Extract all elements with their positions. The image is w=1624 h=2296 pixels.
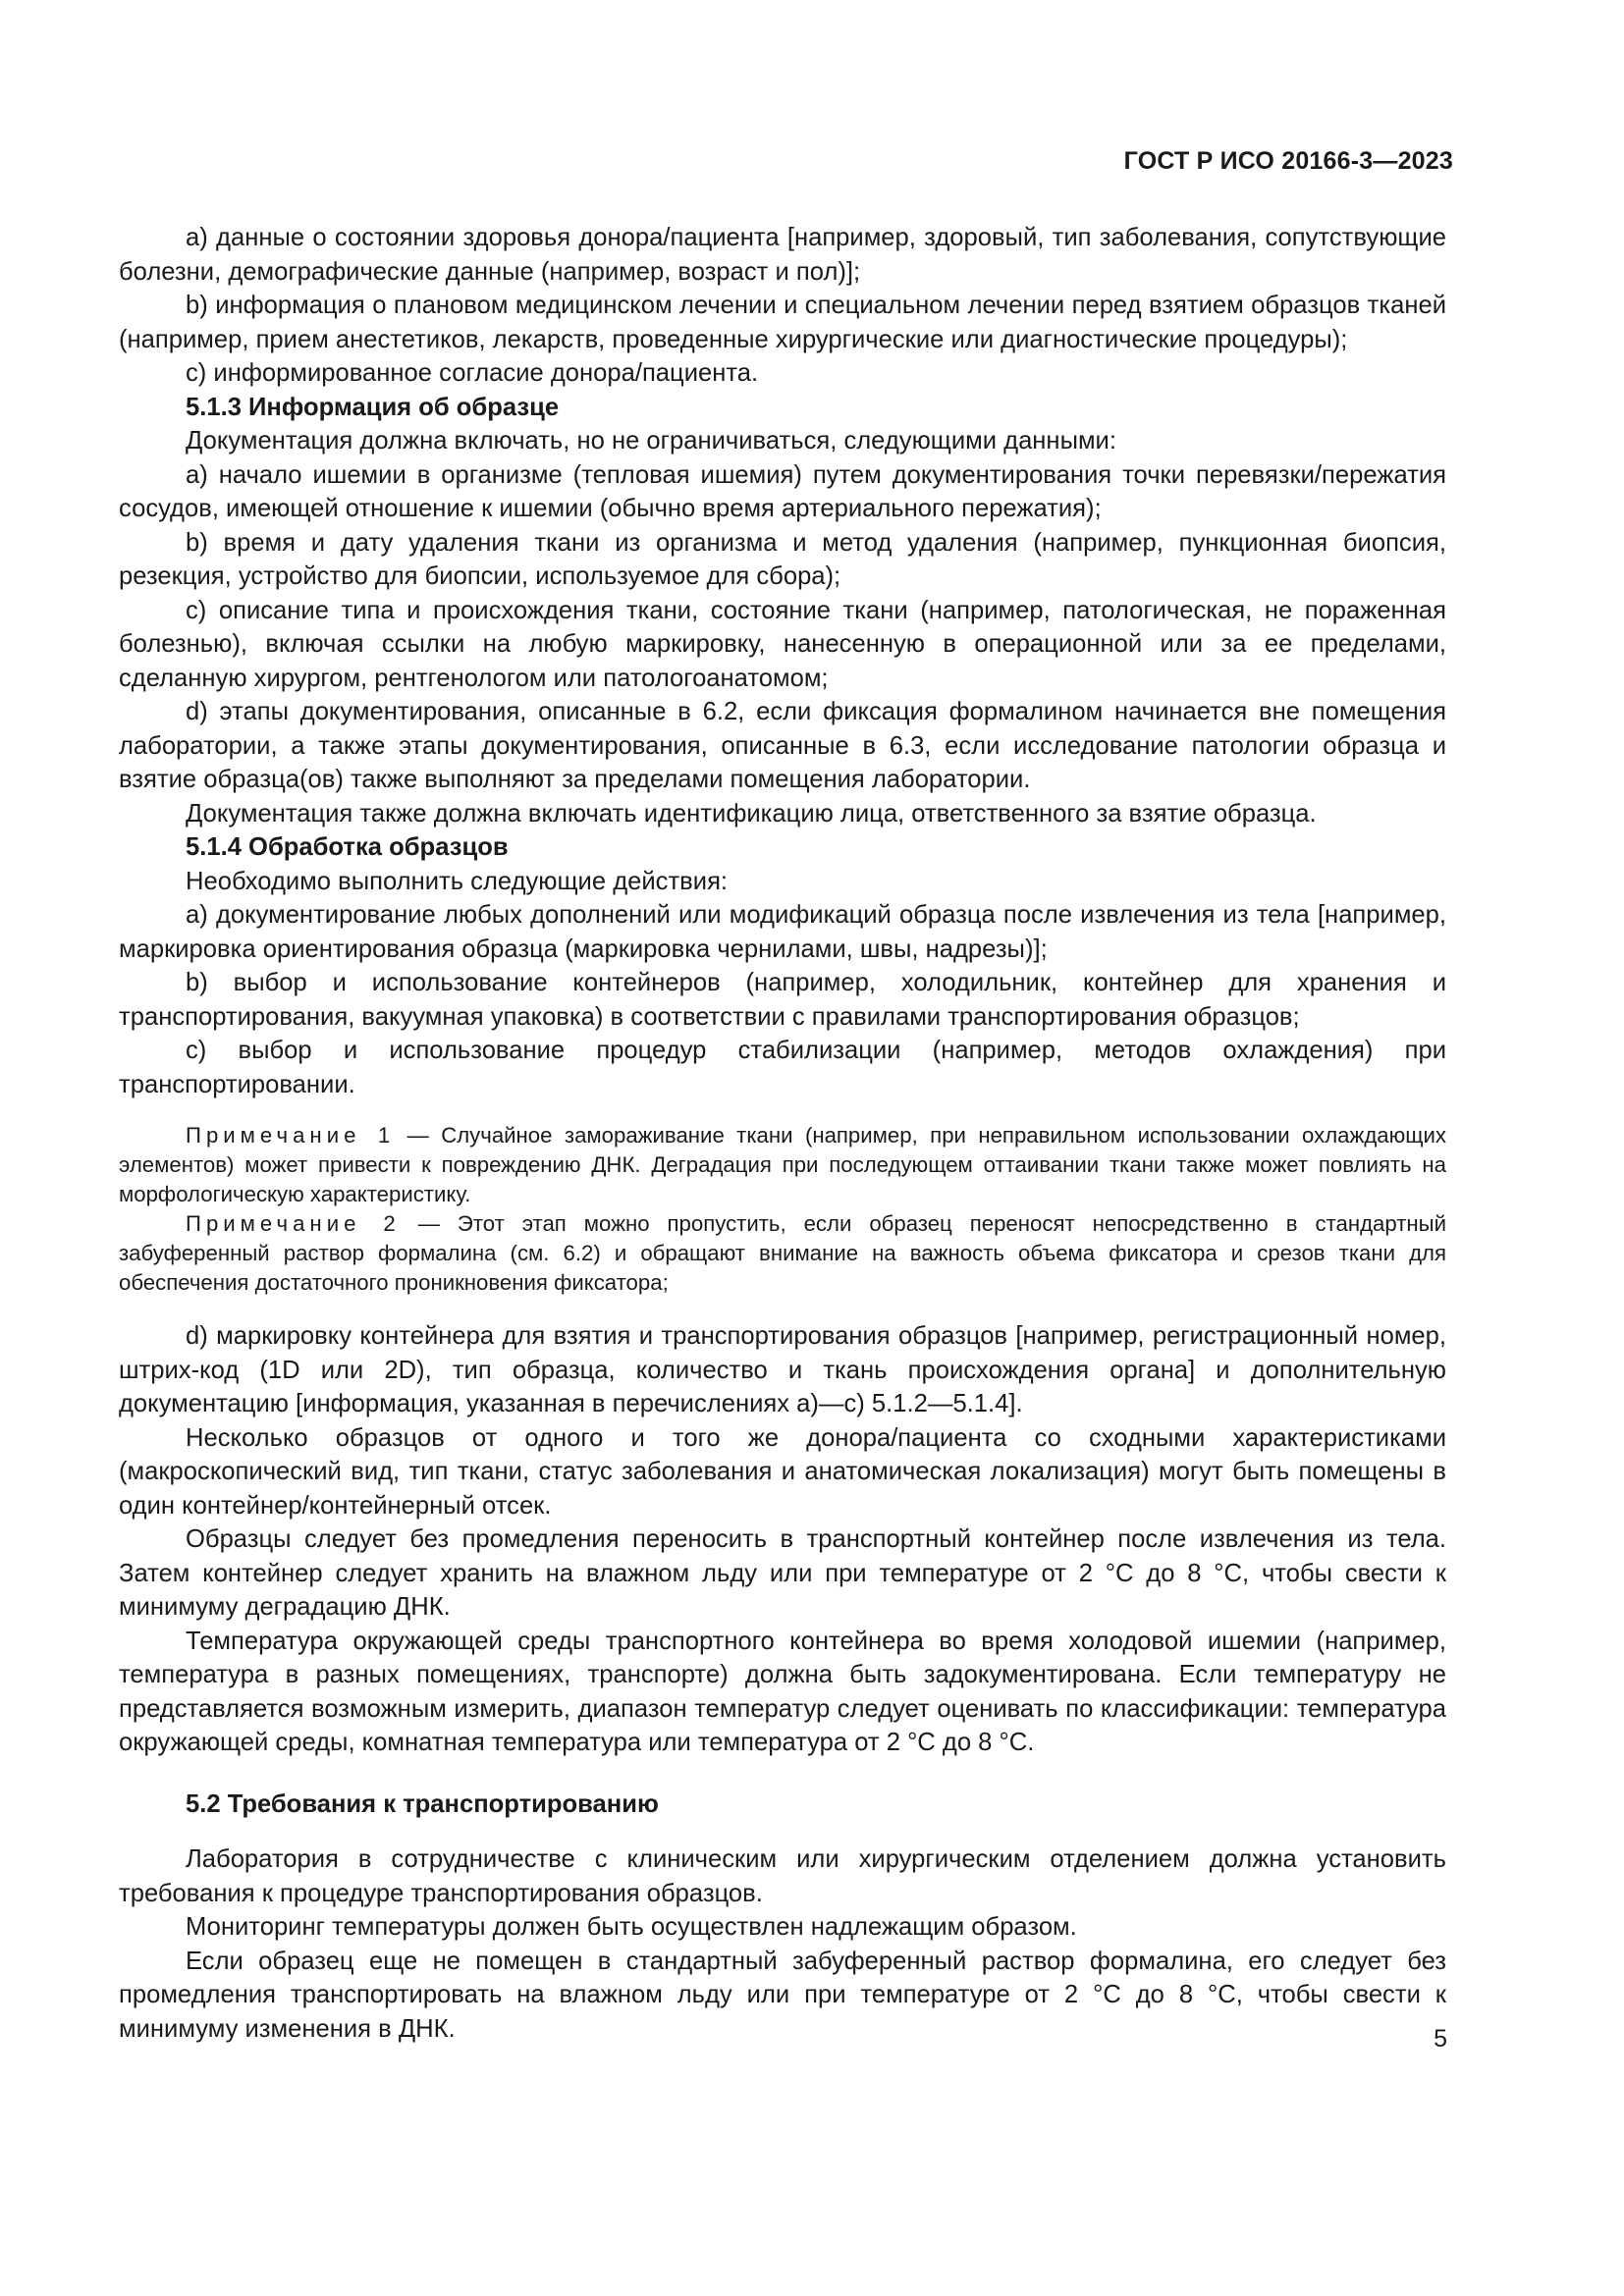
note-1 bbox=[119, 1121, 1446, 1209]
paragraph-treatment-info: b) информация о плановом медицинском лечении и специальном лечении перед взятием образцов тканей (например, прием анестетиков, лекарств, проведенные хирургические или диагностические процедуры); bbox=[119, 292, 1446, 353]
paragraph-containers: b) выбор и использование контейнеров (например, холодильник, контейнер для хранения и транспортирования, вакуумная упаковка) в соответствии с правилами транспортирования образцов; bbox=[119, 969, 1446, 1031]
paragraph-consent: c) информированное согласие донора/пациента. bbox=[186, 359, 759, 387]
note-1-label: Примечание 1 bbox=[186, 1123, 396, 1148]
paragraph-modifications: a) документирование любых дополнений или модификаций образца после извлечения из тела [например, маркировка ориентирования образца (маркировка чернилами, швы, надрезы)]; bbox=[119, 901, 1446, 963]
standard-code-header: ГОСТ Р ИСО 20166-3—2023 bbox=[1123, 147, 1453, 175]
paragraph-actions-intro: Необходимо выполнить следующие действия: bbox=[186, 867, 729, 895]
paragraph-responsible-person: Документация также должна включать идентификацию лица, ответственного за взятие образца. bbox=[186, 799, 1317, 828]
heading-5-2: 5.2 Требования к транспортированию bbox=[186, 1789, 659, 1818]
paragraph-documentation-intro: Документация должна включать, но не ограничиваться, следующими данными: bbox=[186, 427, 1116, 454]
note-2-label: Примечание 2 bbox=[186, 1211, 401, 1236]
page-number: 5 bbox=[1434, 2025, 1447, 2053]
document-body bbox=[119, 221, 1446, 2046]
heading-5-1-4: 5.1.4 Обработка образцов bbox=[186, 833, 509, 861]
paragraph-lab-cooperation: Лаборатория в сотрудничестве с клиническим или хирургическим отделением должна установить требования к процедуре транспортирования образцов. bbox=[119, 1845, 1446, 1907]
paragraph-transport-container: Образцы следует без промедления переносить в транспортный контейнер после извлечения из тела. Затем контейнер следует хранить на влажном льду или при температуре от 2 °С до 8 °С, чтобы свести к минимуму деградацию ДНК. bbox=[119, 1525, 1446, 1621]
paragraph-multiple-samples: Несколько образцов от одного и того же донора/пациента со сходными характеристиками (макроскопический вид, тип ткани, статус заболевания и анатомическая локализация) могут быть помещены в один контейнер/контейнерный отсек. bbox=[119, 1423, 1446, 1520]
paragraph-ischemia-start: a) начало ишемии в организме (тепловая ишемия) путем документирования точки перевязки/пережатия сосудов, имеющей отношение к ишемии (обычно время артериального пережатия); bbox=[119, 460, 1446, 522]
paragraph-container-labeling: d) маркировку контейнера для взятия и транспортирования образцов [например, регистрационный номер, штрих-код (1D или 2D), тип образца, количество и ткань происхождения органа] и дополнительную документацию [информация, указанная в перечислениях a)—c) 5.1.2—5.1.4]. bbox=[119, 1322, 1446, 1417]
note-1-text: — Случайное замораживание ткани (например, при неправильном использовании охлаждающих элементов) может привести к повреждению ДНК. Деградация при последующем оттаивании ткани также может повлиять на морфологическую характеристику. bbox=[119, 1123, 1446, 1206]
paragraph-removal-time: b) время и дату удаления ткани из организма и метод удаления (например, пункционная биопсия, резекция, устройство для биопсии, используемое для сбора); bbox=[119, 528, 1446, 590]
paragraph-formalin-transport: Если образец еще не помещен в стандартный забуференный раствор формалина, его следует без промедления транспортировать на влажном льду или при температуре от 2 °С до 8 °С, чтобы свести к минимуму изменения в ДНК. bbox=[119, 1947, 1446, 2043]
paragraph-tissue-description: c) описание типа и происхождения ткани, состояние ткани (например, патологическая, не пораженная болезнью), включая ссылки на любую маркировку, нанесенную в операционной или за ее пределами, сделанную хирургом, рентгенологом или патологоанатомом; bbox=[119, 596, 1446, 692]
note-2-text: — Этот этап можно пропустить, если образец переносят непосредственно в стандартный забуференный раствор формалина (см. 6.2) и обращают внимание на важность объема фиксатора и срезов ткани для обеспечения достаточного проникновения фиксатора; bbox=[119, 1211, 1446, 1295]
paragraph-temperature-monitoring: Мониторинг температуры должен быть осуществлен надлежащим образом. bbox=[186, 1913, 1077, 1941]
paragraph-documentation-steps: d) этапы документирования, описанные в 6.2, если фиксация формалином начинается вне помещения лаборатории, а также этапы документирования, описанные в 6.3, если исследование патологии образца и взятие образца(ов) также выполняют за пределами помещения лаборатории. bbox=[119, 698, 1446, 793]
note-2 bbox=[119, 1209, 1446, 1298]
heading-5-1-3: 5.1.3 Информация об образце bbox=[186, 393, 560, 421]
paragraph-stabilization: c) выбор и использование процедур стабилизации (например, методов охлаждения) при транспортировании. bbox=[119, 1037, 1446, 1098]
notes-block bbox=[119, 1121, 1446, 1298]
paragraph-health-data: a) данные о состоянии здоровья донора/пациента [например, здоровый, тип заболевания, сопутствующие болезни, демографические данные (например, возраст и пол)]; bbox=[119, 224, 1446, 286]
paragraph-ambient-temperature: Температура окружающей среды транспортного контейнера во время холодовой ишемии (например, температура в разных помещениях, транспорте) должна быть задокументирована. Если температуру не представляется возможным измерить, диапазон температур следует оценивать по классификации: температура окружающей среды, комнатная температура или температура от 2 °С до 8 °С. bbox=[119, 1627, 1446, 1756]
